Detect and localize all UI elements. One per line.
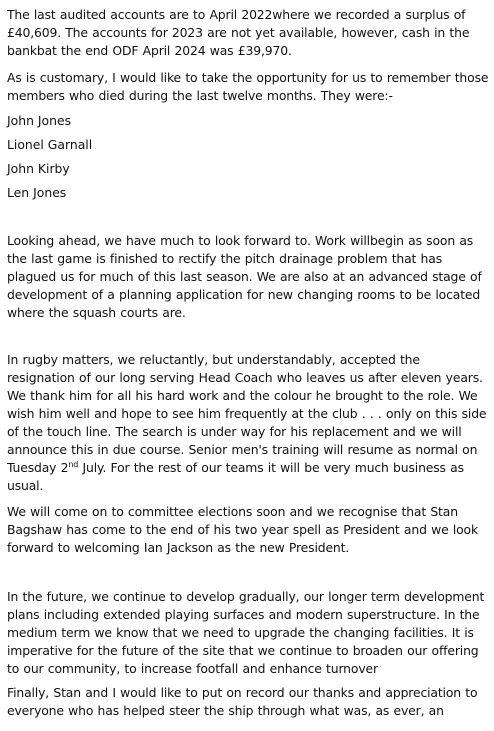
rugby-text-start: In rugby matters, we reluctantly, but understandably, accepted the resignation of our long serving Head Coach who leaves us after eleven years. We thank him for all his hard work and the colour he brought to the role. We wish him well and hope to see him frequently at the club . . . only on this side of the touch line. The search is under way for his replacement and we will announce this in due course. Senior men's training will resume as normal on Tuesday 2: [7, 352, 487, 475]
deceased-member-name: John Kirby: [7, 161, 70, 176]
finally-paragraph: Finally, Stan and I would like to put on record our thanks and appreciation to everyone who has helped steer the ship through what was, as ever, an: [7, 685, 478, 718]
looking-ahead-paragraph: Looking ahead, we have much to look forward to. Work willbegin as soon as the last game is finished to rectify the pitch drainage problem that has plagued us for much of this last season. We are also at an advanced stage of development of a planning application for new changing rooms to be located where the squash courts are.: [7, 233, 482, 320]
ordinal-suffix: nd: [68, 459, 79, 469]
committee-paragraph: We will come on to committee elections soon and we recognise that Stan Bagshaw has come to the end of his two year spell as President and we look forward to welcoming Ian Jackson as the new President.: [7, 504, 479, 555]
deceased-member-name: Lionel Garnall: [7, 137, 93, 152]
accounts-paragraph: The last audited accounts are to April 2022where we recorded a surplus of £40,609. The accounts for 2023 are not yet available, however, cash in the bankbat the end ODF April 2024 was £39,970.: [7, 7, 470, 58]
deceased-member-name: John Jones: [7, 113, 72, 128]
deceased-member-name: Len Jones: [7, 185, 67, 200]
remembrance-paragraph: As is customary, I would like to take the opportunity for us to remember those members who died during the last twelve months. They were:-: [7, 70, 489, 103]
rugby-matters-paragraph: [7, 351, 489, 495]
rugby-text-end: July. For the rest of our teams it will be very much business as usual.: [7, 460, 464, 493]
future-paragraph: In the future, we continue to develop gradually, our longer term development plans including extended playing surfaces and modern superstructure. In the medium term we know that we need to upgrade the changing facilities. It is imperative for the future of the site that we continue to broaden our offering to our community, to increase footfall and enhance turnover: [7, 589, 485, 676]
